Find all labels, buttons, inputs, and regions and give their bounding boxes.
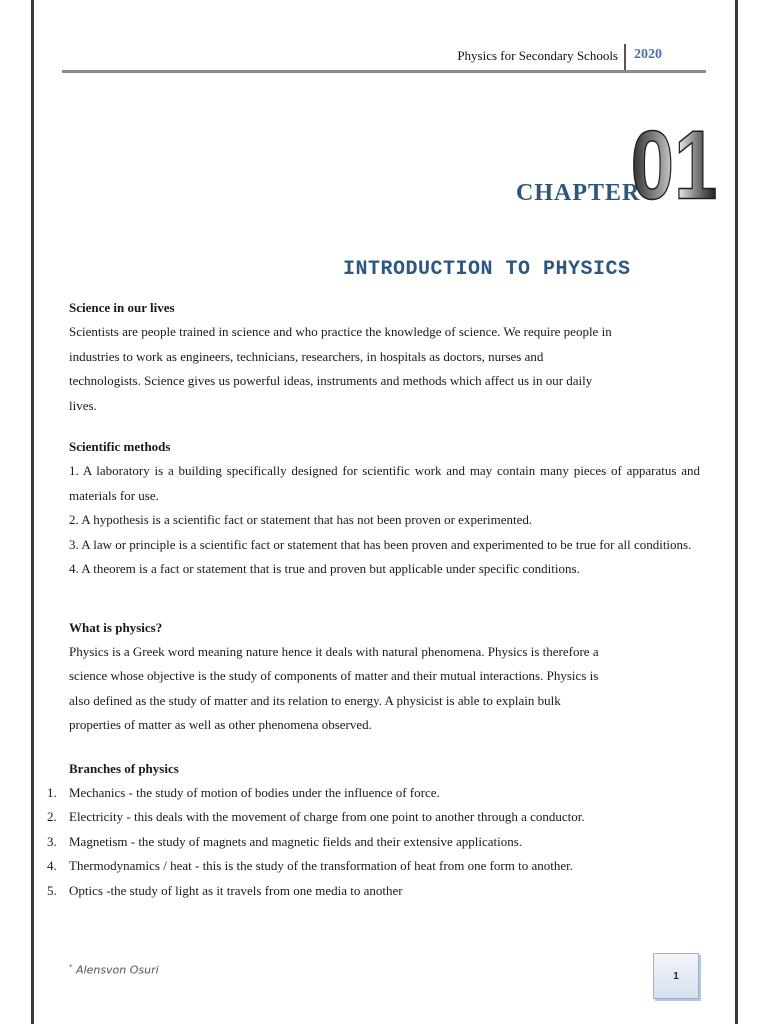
method-item: 1. A laboratory is a building specifically designed for scientific work and may contain many pieces of apparatus and materials for use. [69,463,700,503]
chapter-number [630,110,718,220]
chapter-content [47,296,700,903]
page-header [62,40,706,74]
footer-author: * Alensvon Osuri [69,963,159,977]
page-number: 1 [653,953,699,999]
section-heading: Branches of physics [69,760,179,776]
list-item: 4. Thermodynamics / heat - this is the study of the transformation of heat from one form to another. [47,858,573,873]
method-item: 4. A theorem is a fact or statement that is true and proven but applicable under specific conditions. [69,561,580,576]
paragraph-line: industries to work as engineers, technicians, researchers, in hospitals as doctors, nurses and [69,348,544,364]
list-item: 5. Optics -the study of light as it travels from one media to another [47,882,403,898]
paragraph-line: technologists. Science gives us powerful ideas, instruments and methods which affect us in our daily [69,373,593,388]
header-rule [62,70,706,73]
header-separator [624,44,626,70]
chapter-label: CHAPTER [516,180,641,206]
list-item: 2. Electricity - this deals with the movement of charge from one point to another through a conductor. [47,809,585,824]
list-item: 1. Mechanics - the study of motion of bodies under the influence of force. [47,784,440,800]
paragraph-line: science whose objective is the study of components of matter and their mutual interactions. Physics is [69,668,599,683]
paragraph-line: Scientists are people trained in science and who practice the knowledge of science. We require people in [69,324,612,339]
page-border-right [735,0,738,1024]
paragraph-line: Physics is a Greek word meaning nature hence it deals with natural phenomena. Physics is therefore a [69,643,599,659]
paragraph-line: also defined as the study of matter and its relation to energy. A physicist is able to explain bulk [69,692,561,708]
paragraph-line: properties of matter as well as other phenomena observed. [69,717,372,732]
list-item: 3. Magnetism - the study of magnets and magnetic fields and their extensive applications. [47,833,523,849]
chapter-number-text: 01 [630,110,718,220]
section-heading: Science in our lives [69,300,175,315]
section-heading: Scientific methods [69,439,171,454]
branches-list [47,781,700,904]
method-item: 3. A law or principle is a scientific fact or statement that has been proven and experimented to be true for all conditions. [69,536,692,552]
header-title: Physics for Secondary Schools [457,48,618,63]
method-item: 2. A hypothesis is a scientific fact or statement that has not been proven or experimented. [69,512,533,527]
section-heading: What is physics? [69,619,163,635]
chapter-title: INTRODUCTION TO PHYSICS [343,258,631,281]
paragraph-line: lives. [69,397,97,413]
header-year: 2020 [634,47,662,62]
page-border-left [31,0,34,1024]
